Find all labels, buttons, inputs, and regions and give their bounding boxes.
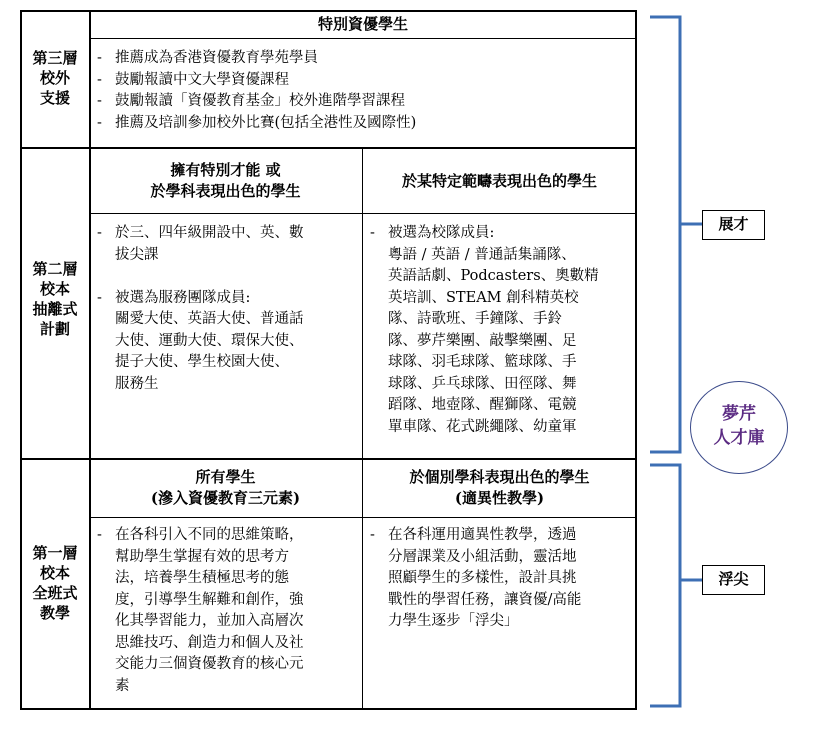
list-item: - 於三、四年級開設中、英、數 拔尖課 bbox=[97, 225, 304, 263]
list-item: - 推薦及培訓參加校外比賽(包括全港性及國際性) bbox=[97, 114, 417, 131]
list-item: - 被選為服務團隊成員: 關愛大使、英語大使、普通話 大使、運動大使、環保大使、 提子大使、學生校園大使、 服務生 bbox=[97, 289, 304, 392]
tier1-left-header: 所有學生 (滲入資優教育三元素) bbox=[150, 468, 301, 507]
list-item: - 推薦成為香港資優教育學苑學員 bbox=[97, 50, 318, 66]
tier2-label: 第二層 校本 抽離式 計劃 bbox=[32, 260, 78, 338]
list-item: - 鼓勵報讀中文大學資優課程 bbox=[97, 71, 289, 88]
tier2-left-header: 擁有特別才能 或 於學科表現出色的學生 bbox=[150, 161, 301, 200]
list-item: - 在各科引入不同的思維策略， 幫助學生掌握有效的思考方 法，培養學生積極思考的態 度，引導學生解難和創作，強 化其學習能力，並加入高層次 思維技巧、創造力和個人及社 交能力三個資優教育的核心元 素 bbox=[97, 527, 304, 694]
tier3-header-divider bbox=[89, 38, 637, 39]
tier3-bullet-list bbox=[97, 48, 632, 134]
list-item: - 在各科運用適異性教學，透過 分層課業及小組活動，靈活地 照顧學生的多樣性，設計具挑 戰性的學習任務，讓資優/高能 力學生逐步「浮尖」 bbox=[370, 527, 582, 629]
upper-tag-zhancai: 展才 bbox=[702, 210, 765, 240]
lower-tag-fujian: 浮尖 bbox=[702, 565, 765, 595]
tier1-label: 第一層 校本 全班式 教學 bbox=[32, 544, 78, 622]
tier2-tier1-divider bbox=[20, 458, 637, 460]
tier2-header-divider bbox=[89, 213, 637, 214]
list-item: - 被選為校隊成員: 粵語 / 英語 / 普通話集誦隊、 英語話劇、Podcasters、奧數精 英培訓、STEAM 創科精英校 隊、詩歌班、手鐘隊、手鈴 隊、夢芹樂團、敲擊樂團、足 球隊、羽毛球隊、籃球隊、手 球隊、乒乓球隊、田徑隊、舞 蹈隊、地壺隊、醒獅隊、電競 單車隊、花式跳繩隊、幼童軍 bbox=[370, 225, 599, 435]
tier-column-divider bbox=[362, 147, 363, 710]
tier2-left-bullet-list bbox=[97, 223, 357, 395]
tier2-right-bullet-list bbox=[370, 223, 632, 438]
tier3-tier2-divider bbox=[20, 147, 637, 149]
list-item: - 鼓勵報讀「資優教育基金」校外進階學習課程 bbox=[97, 93, 405, 109]
tier1-right-header: 於個別學科表現出色的學生 (適異性教學) bbox=[409, 468, 590, 507]
tier1-right-bullet-list bbox=[370, 525, 632, 633]
tier3-header: 特別資優學生 bbox=[317, 15, 408, 33]
tier1-left-bullet-list bbox=[97, 525, 357, 697]
upper-brace bbox=[650, 17, 680, 452]
tier1-header-divider bbox=[89, 517, 637, 518]
tier3-label: 第三層 校外 支援 bbox=[32, 49, 78, 107]
lower-brace bbox=[650, 465, 680, 706]
talent-pool-circle: 夢芹 人才庫 bbox=[690, 381, 788, 474]
tier2-right-header: 於某特定範疇表現出色的學生 bbox=[401, 172, 597, 190]
